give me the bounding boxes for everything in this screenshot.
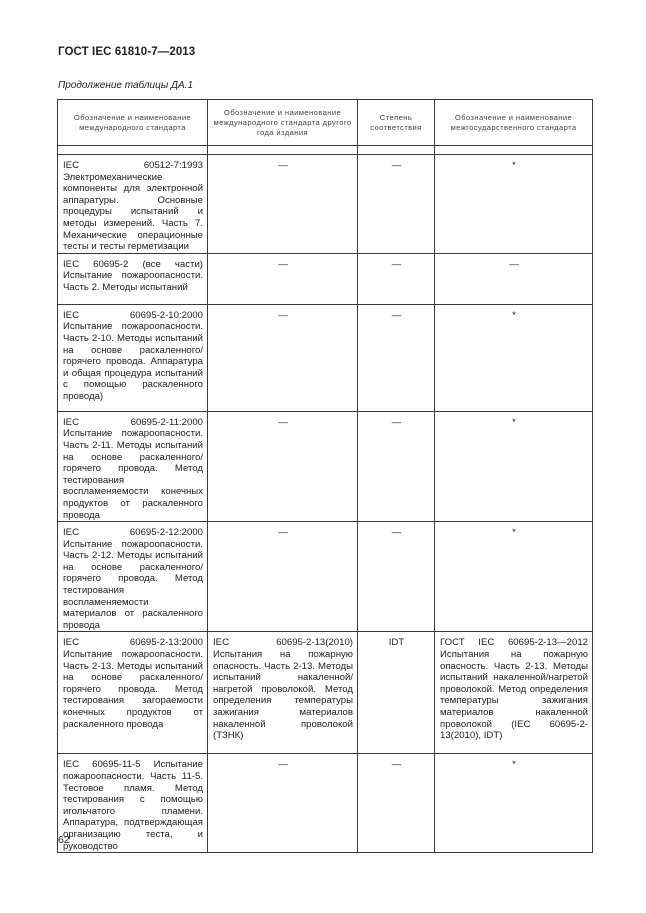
- table-header-row: [58, 100, 593, 146]
- cell-degree: —: [358, 304, 435, 411]
- cell-international: IEC 60695-2-11:2000 Испытание пожароопасности. Часть 2-11. Методы испытаний на основе раскаленного/горячего провода. Метод тестирования воспламеняемости конечных продуктов от раскаленного провода: [58, 411, 208, 521]
- table-row: [58, 304, 593, 411]
- document-header: ГОСТ IEC 61810-7—2013: [58, 46, 196, 58]
- cell-degree: —: [358, 754, 435, 853]
- cell-international: IEC 60695-2-10:2000 Испытание пожароопасности. Часть 2-10. Методы испытаний на основе раскаленного/горячего провода. Аппаратура и общая процедура испытаний с помощью раскаленного провода): [58, 304, 208, 411]
- cell-international: IEC 60695-11-5 Испытание пожароопасности. Часть 11-5. Тестовое пламя. Метод тестирования с помощью игольчатого пламени. Аппаратура, подтверждающая организацию теста, и руководство: [58, 754, 208, 853]
- cell-other-edition: —: [208, 304, 358, 411]
- cell-interstate: —: [435, 253, 593, 304]
- header-gap-row: [58, 146, 593, 155]
- table-row: [58, 411, 593, 521]
- cell-degree: IDT: [358, 632, 435, 754]
- cell-degree: —: [358, 522, 435, 632]
- cell-interstate: *: [435, 522, 593, 632]
- cell-degree: —: [358, 411, 435, 521]
- cell-international: IEC 60695-2-13:2000 Испытание пожароопасности. Часть 2-13. Методы испытаний на основе раскаленного/горячего провода. Метод тестирования загораемости конечных продуктов от раскаленного провода: [58, 632, 208, 754]
- page-number: 62: [58, 834, 70, 846]
- cell-other-edition: —: [208, 522, 358, 632]
- cell-interstate: *: [435, 155, 593, 254]
- cell-other-edition: —: [208, 411, 358, 521]
- table-row: [58, 632, 593, 754]
- cell-international: IEC 60695-2 (все части) Испытание пожароопасности. Часть 2. Методы испытаний: [58, 253, 208, 304]
- column-header-degree: Степень соответствия: [358, 100, 435, 146]
- cell-interstate: ГОСТ IEC 60695-2-13—2012 Испытания на пожарную опасность. Часть 2-13. Методы испытаний накаленной/нагретой проволокой. Метод определения температуры зажигания материалов накаленной проволокой (IEC 60695-2-13(2010), IDT): [435, 632, 593, 754]
- cell-other-edition: IEC 60695-2-13(2010) Испытания на пожарную опасность. Часть 2-13. Методы испытаний накаленной/нагретой проволокой. Метод определения температуры зажигания материалов накаленной проволокой (ТЗНК): [208, 632, 358, 754]
- cell-interstate: *: [435, 754, 593, 853]
- cell-other-edition: —: [208, 155, 358, 254]
- cell-interstate: *: [435, 411, 593, 521]
- cell-degree: —: [358, 155, 435, 254]
- cell-other-edition: —: [208, 754, 358, 853]
- column-header-international: Обозначение и наименование международного стандарта: [58, 100, 208, 146]
- table-row: [58, 253, 593, 304]
- column-header-interstate: Обозначение и наименование межгосударственного стандарта: [435, 100, 593, 146]
- cell-international: IEC 60695-2-12:2000 Испытание пожароопасности. Часть 2-12. Методы испытаний на основе раскаленного/горячего провода. Метод тестирования воспламеняемости материалов от раскаленного провода: [58, 522, 208, 632]
- cell-interstate: *: [435, 304, 593, 411]
- table-caption: Продолжение таблицы ДА.1: [58, 80, 194, 91]
- cell-international: IEC 60512-7:1993 Электромеханические компоненты для электронной аппаратуры. Основные процедуры испытаний и методы измерений. Часть 7. Механические операционные тесты и тесты герметизации: [58, 155, 208, 254]
- cell-other-edition: —: [208, 253, 358, 304]
- column-header-other-edition: Обозначение и наименование международного стандарта другого года издания: [208, 100, 358, 146]
- table-row: [58, 754, 593, 853]
- cell-degree: —: [358, 253, 435, 304]
- standards-table: [57, 99, 593, 853]
- table-row: [58, 522, 593, 632]
- table-row: [58, 155, 593, 254]
